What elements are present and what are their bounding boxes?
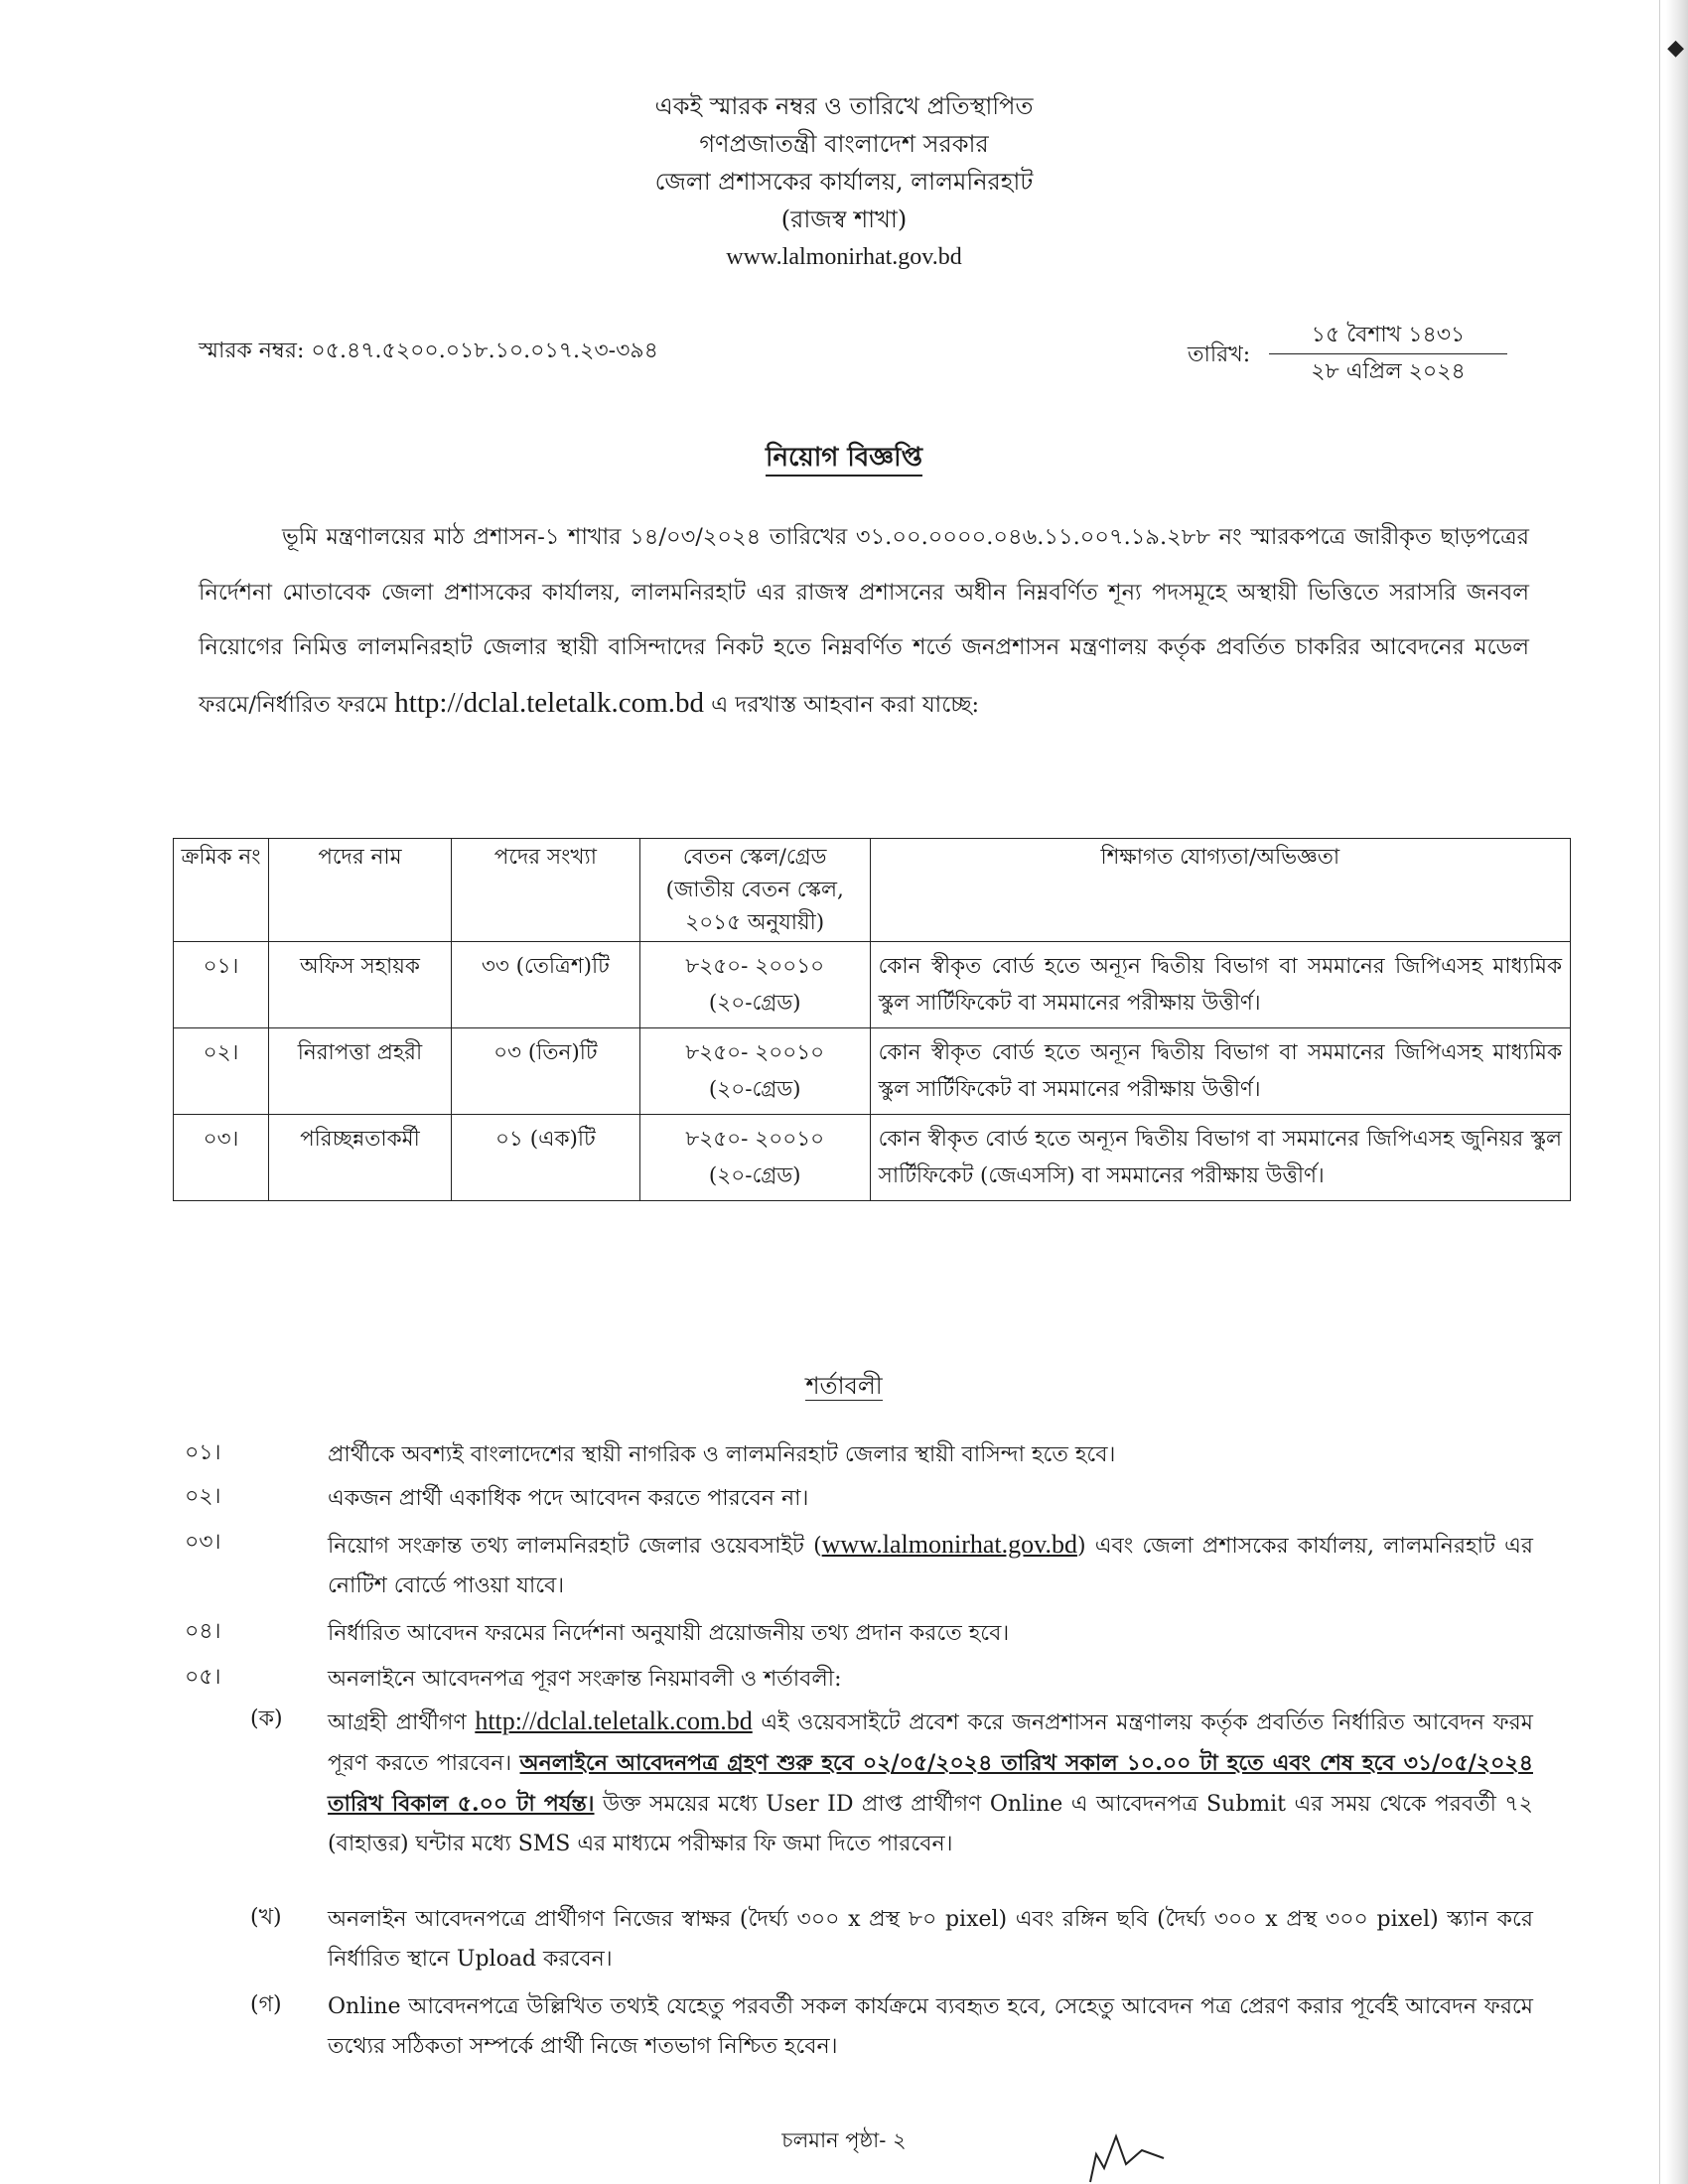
row-count: ০৩ (তিন)টি	[451, 1028, 639, 1115]
row-post: পরিচ্ছন্নতাকর্মী	[268, 1115, 451, 1201]
corner-mark-icon: ◆	[1667, 36, 1684, 61]
row-count: ০১ (এক)টি	[451, 1115, 639, 1201]
condition-text-start: নিয়োগ সংক্রান্ত তথ্য লালমনিরহাট জেলার ওয়েবসাইট (	[328, 1534, 822, 1559]
scale-range: ৮২৫০- ২০০১০	[685, 954, 825, 979]
initial-signature	[1082, 2124, 1192, 2184]
table-row	[174, 1115, 1571, 1201]
condition-text: প্রার্থীকে অবশ্যই বাংলাদেশের স্থায়ী নাগরিক ও লালমনিরহাট জেলার স্থায়ী বাসিন্দা হতে হবে।	[328, 1442, 1116, 1467]
row-serial: ০১।	[174, 942, 269, 1028]
condition-text: নির্ধারিত আবেদন ফরমের নির্দেশনা অনুযায়ী প্রয়োজনীয় তথ্য প্রদান করতে হবে।	[328, 1621, 1010, 1646]
application-url[interactable]: http://dclal.teletalk.com.bd	[394, 686, 704, 719]
conditions-title-text: শর্তাবলী	[805, 1372, 883, 1400]
office-name: জেলা প্রশাসকের কার্যালয়, লালমনিরহাট	[654, 168, 1034, 196]
col-scale: বেতন স্কেল/গ্রেড (জাতীয় বেতন স্কেল, ২০১৫ অনুযায়ী)	[639, 839, 870, 942]
date-label: তারিখ:	[1188, 342, 1251, 367]
replacement-note: একই স্মারক নম্বর ও তারিখে প্রতিস্থাপিত	[654, 92, 1034, 120]
row-scale	[639, 1115, 870, 1201]
intro-text-end: এ দরখাস্ত আহবান করা যাচ্ছে:	[711, 691, 980, 718]
letterhead	[0, 87, 1688, 276]
row-count: ৩৩ (তেত্রিশ)টি	[451, 942, 639, 1028]
scale-range: ৮২৫০- ২০০১০	[685, 1040, 825, 1065]
col-post: পদের নাম	[268, 839, 451, 942]
website-link[interactable]: www.lalmonirhat.gov.bd	[821, 1530, 1077, 1559]
col-count: পদের সংখ্যা	[451, 839, 639, 942]
scale-grade: (২০-গ্রেড)	[708, 1163, 801, 1188]
col-serial: ক্রমিক নং	[174, 839, 269, 942]
table-header-row	[174, 839, 1571, 942]
scale-grade: (২০-গ্রেড)	[708, 1077, 801, 1102]
col-qualification: শিক্ষাগত যোগ্যতা/অভিজ্ঞতা	[870, 839, 1570, 942]
condition-text: অনলাইনে আবেদনপত্র পূরণ সংক্রান্ত নিয়মাবলী ও শর্তাবলী:	[328, 1667, 842, 1692]
condition-text	[328, 1525, 1533, 1606]
sub-text-mid: এই ওয়েবসাইটে প্রবেশ করে জনপ্রশাসন মন্ত্রণালয় কর্তৃক প্রবর্তিত নির্ধারিত আবেদন ফরম পূরণ করতে পারবেন।	[328, 1710, 1533, 1776]
page-edge-shadow	[1666, 0, 1688, 2184]
sub-letter: (ক)	[250, 1706, 283, 1731]
date-english: ২৮ এপ্রিল ২০২৪	[1311, 359, 1466, 384]
notice-title	[0, 437, 1688, 480]
row-post: নিরাপত্তা প্রহরী	[268, 1028, 451, 1115]
condition-text-end: ) এবং জেলা প্রশাসকের কার্যালয়, লালমনিরহাট এর নোটিশ বোর্ডে পাওয়া যাবে।	[328, 1534, 1533, 1598]
condition-number: ০১।	[185, 1440, 221, 1465]
row-serial: ০২।	[174, 1028, 269, 1115]
branch-name: (রাজস্ব শাখা)	[780, 205, 908, 233]
office-website: www.lalmonirhat.gov.bd	[726, 244, 962, 270]
application-period: অনলাইনে আবেদনপত্র গ্রহণ শুরু হবে ০২/০৫/২০২৪ তারিখ সকাল ১০.০০ টা হতে এবং শেষ হবে ৩১/০৫/২০২৪ তারিখ বিকাল ৫.০০ টা পর্যন্ত।	[328, 1750, 1533, 1817]
sub-text-end: উক্ত সময়ের মধ্যে User ID প্রাপ্ত প্রার্থীগণ Online এ আবেদনপত্র Submit এর সময় থেকে পরবর্তী ৭২ (বাহাত্তর) ঘন্টার মধ্যে SMS এর মাধ্যমে পরীক্ষার ফি জমা দিতে পারবেন।	[328, 1792, 1533, 1856]
row-qualification: কোন স্বীকৃত বোর্ড হতে অন্যূন দ্বিতীয় বিভাগ বা সমমানের জিপিএসহ জুনিয়র স্কুল সার্টিফিকেট (জেএসসি) বা সমমানের পরীক্ষায় উত্তীর্ণ।	[870, 1115, 1570, 1201]
condition-number: ০২।	[185, 1484, 221, 1509]
row-scale	[639, 942, 870, 1028]
continued-page-note: চলমান পৃষ্ঠা- ২	[781, 2128, 907, 2152]
date-values	[1269, 318, 1507, 390]
scale-range: ৮২৫০- ২০০১০	[685, 1127, 825, 1152]
memo-number: স্মারক নম্বর: ০৫.৪৭.৫২০০.০১৮.১০.০১৭.২৩-৩৯৪	[199, 339, 658, 363]
row-post: অফিস সহায়ক	[268, 942, 451, 1028]
sub-letter: (গ)	[250, 1992, 282, 2017]
page-edge-line	[1659, 0, 1660, 2184]
condition-number: ০৩।	[185, 1530, 221, 1555]
sub-text	[328, 1702, 1533, 1864]
apply-link[interactable]: http://dclal.teletalk.com.bd	[475, 1706, 753, 1735]
scale-grade: (২০-গ্রেড)	[708, 991, 801, 1016]
row-scale	[639, 1028, 870, 1115]
vacancy-table	[173, 838, 1571, 1201]
row-serial: ০৩।	[174, 1115, 269, 1201]
condition-text: একজন প্রার্থী একাধিক পদে আবেদন করতে পারবেন না।	[328, 1486, 809, 1511]
sub-letter: (খ)	[250, 1905, 282, 1930]
sub-text-start: আগ্রহী প্রার্থীগণ	[328, 1710, 467, 1735]
sub-text: অনলাইন আবেদনপত্রে প্রার্থীগণ নিজের স্বাক্ষর (দৈর্ঘ্য ৩০০ x প্রস্থ ৮০ pixel) এবং রঙ্গিন ছবি (দৈর্ঘ্য ৩০০ x প্রস্থ ৩০০ pixel) স্ক্যান করে নির্ধারিত স্থানে Upload করবেন।	[328, 1907, 1533, 1972]
sub-text: Online আবেদনপত্রে উল্লিখিত তথ্যই যেহেতু পরবর্তী সকল কার্যক্রমে ব্যবহৃত হবে, সেহেতু আবেদন পত্র প্রেরণ করার পূর্বেই আবেদন ফরমে তথ্যের সঠিকতা সম্পর্কে প্রার্থী নিজে শতভাগ নিশ্চিত হবেন।	[328, 1994, 1533, 2059]
table-row	[174, 942, 1571, 1028]
table-row	[174, 1028, 1571, 1115]
row-qualification: কোন স্বীকৃত বোর্ড হতে অন্যূন দ্বিতীয় বিভাগ বা সমমানের জিপিএসহ মাধ্যমিক স্কুল সার্টিফিকেট বা সমমানের পরীক্ষায় উত্তীর্ণ।	[870, 1028, 1570, 1115]
government-name: গণপ্রজাতন্ত্রী বাংলাদেশ সরকার	[699, 130, 989, 158]
intro-text: ভূমি মন্ত্রণালয়ের মাঠ প্রশাসন-১ শাখার ১৪/০৩/২০২৪ তারিখের ৩১.০০.০০০০.০৪৬.১১.০০৭.১৯.২৮৮ নং স্মারকপত্রে জারীকৃত ছাড়পত্রের নির্দেশনা মোতাবেক জেলা প্রশাসকের কার্যালয়, লালমনিরহাট এর রাজস্ব প্রশাসনের অধীন নিম্নবর্ণিত শূন্য পদসমূহে অস্থায়ী ভিত্তিতে সরাসরি জনবল নিয়োগের নিমিত্ত লালমনিরহাট জেলার স্থায়ী বাসিন্দাদের নিকট হতে নিম্নবর্ণিত শর্তে জনপ্রশাসন মন্ত্রণালয় কর্তৃক প্রবর্তিত চাকরির আবেদনের মডেল ফরমে/নির্ধারিত ফরমে	[199, 524, 1529, 718]
condition-number: ০৪।	[185, 1619, 221, 1644]
condition-number: ০৫।	[185, 1665, 221, 1690]
row-qualification: কোন স্বীকৃত বোর্ড হতে অন্যূন দ্বিতীয় বিভাগ বা সমমানের জিপিএসহ মাধ্যমিক স্কুল সার্টিফিকেট বা সমমানের পরীক্ষায় উত্তীর্ণ।	[870, 942, 1570, 1028]
intro-paragraph	[199, 510, 1529, 733]
conditions-title	[0, 1368, 1688, 1408]
date-bangla: ১৫ বৈশাখ ১৪৩১	[1269, 318, 1507, 354]
notice-title-text: নিয়োগ বিজ্ঞপ্তি	[766, 443, 922, 477]
